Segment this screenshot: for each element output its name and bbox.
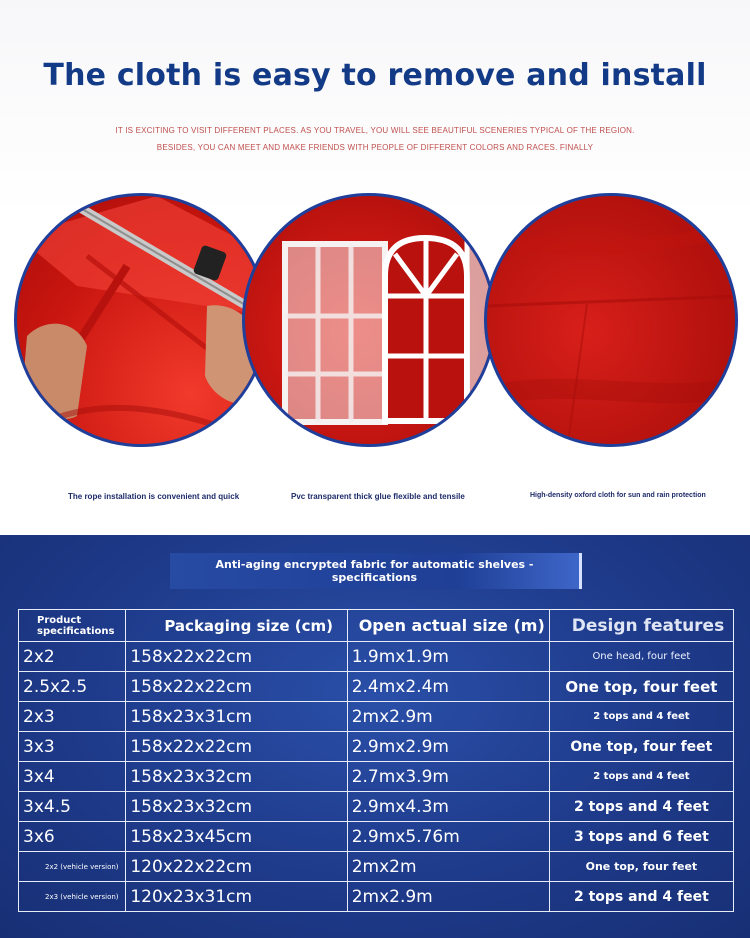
cell-size: 3x6 — [19, 822, 126, 852]
cell-open-size: 2mx2.9m — [347, 882, 549, 912]
table-row — [19, 852, 734, 882]
cell-packaging: 120x23x31cm — [126, 882, 347, 912]
spec-title-bar — [170, 553, 582, 589]
specifications-section — [0, 535, 750, 938]
pvc-window-illustration — [245, 196, 496, 447]
cell-size: 3x4.5 — [19, 792, 126, 822]
spec-title-line-2: specifications — [331, 571, 418, 584]
table-row — [19, 672, 734, 702]
headline: The cloth is easy to remove and install — [43, 58, 707, 93]
pvc-window-photo — [242, 193, 496, 447]
table-row — [19, 822, 734, 852]
cell-size: 2x2 — [19, 642, 126, 672]
cell-design: 2 tops and 4 feet — [549, 762, 733, 792]
spec-table — [18, 609, 734, 912]
cell-size: 2x3 — [19, 702, 126, 732]
header-product-line-2: specifications — [37, 625, 115, 637]
header-packaging: Packaging size (cm) — [126, 610, 347, 642]
caption-oxford: High-density oxford cloth for sun and rain protection — [530, 492, 706, 499]
cell-open-size: 1.9mx1.9m — [347, 642, 549, 672]
rope-installation-illustration — [17, 196, 268, 447]
cell-size: 2x2 (vehicle version) — [19, 852, 126, 882]
cell-design: One top, four feet — [549, 732, 733, 762]
caption-rope: The rope installation is convenient and quick — [68, 492, 240, 501]
intro-line-1: IT IS EXCITING TO VISIT DIFFERENT PLACES. AS YOU TRAVEL, YOU WILL SEE BEAUTIFUL SCENERIES TYPICAL OF THE REGION. — [115, 126, 635, 135]
cell-design: 3 tops and 6 feet — [549, 822, 733, 852]
table-row — [19, 732, 734, 762]
cell-packaging: 120x22x22cm — [126, 852, 347, 882]
intro-line-2: BESIDES, YOU CAN MEET AND MAKE FRIENDS WITH PEOPLE OF DIFFERENT COLORS AND RACES. FINALLY — [156, 143, 594, 152]
table-row — [19, 792, 734, 822]
table-row — [19, 642, 734, 672]
intro-text — [70, 122, 680, 156]
header-design: Design features — [549, 610, 733, 642]
cell-size: 3x3 — [19, 732, 126, 762]
cell-open-size: 2.9mx2.9m — [347, 732, 549, 762]
header-open-size: Open actual size (m) — [347, 610, 549, 642]
header-product-line-1: Product — [37, 614, 82, 626]
table-row — [19, 762, 734, 792]
cell-open-size: 2mx2m — [347, 852, 549, 882]
spec-title-line-1: Anti-aging encrypted fabric for automatic shelves - — [215, 558, 534, 571]
cell-packaging: 158x23x31cm — [126, 702, 347, 732]
rope-installation-photo — [14, 193, 268, 447]
cell-design: 2 tops and 4 feet — [549, 882, 733, 912]
cell-packaging: 158x22x22cm — [126, 642, 347, 672]
cell-design: 2 tops and 4 feet — [549, 792, 733, 822]
cell-open-size: 2.9mx5.76m — [347, 822, 549, 852]
table-row — [19, 702, 734, 732]
cell-design: 2 tops and 4 feet — [549, 702, 733, 732]
cell-size: 3x4 — [19, 762, 126, 792]
feature-captions — [0, 492, 750, 512]
cell-size: 2x3 (vehicle version) — [19, 882, 126, 912]
cell-packaging: 158x22x22cm — [126, 732, 347, 762]
oxford-cloth-photo — [484, 193, 738, 447]
caption-pvc: Pvc transparent thick glue flexible and tensile — [291, 492, 465, 501]
cell-packaging: 158x23x45cm — [126, 822, 347, 852]
cell-packaging: 158x22x22cm — [126, 672, 347, 702]
cell-design: One head, four feet — [549, 642, 733, 672]
cell-packaging: 158x23x32cm — [126, 762, 347, 792]
cell-packaging: 158x23x32cm — [126, 792, 347, 822]
header-product-spec — [19, 610, 126, 642]
cell-design: One top, four feet — [549, 852, 733, 882]
cell-open-size: 2.9mx4.3m — [347, 792, 549, 822]
table-row — [19, 882, 734, 912]
cell-open-size: 2.4mx2.4m — [347, 672, 549, 702]
spec-header-row — [19, 610, 734, 642]
spec-title — [170, 558, 579, 584]
cell-size: 2.5x2.5 — [19, 672, 126, 702]
cell-design: One top, four feet — [549, 672, 733, 702]
cell-open-size: 2mx2.9m — [347, 702, 549, 732]
cell-open-size: 2.7mx3.9m — [347, 762, 549, 792]
oxford-cloth-illustration — [487, 196, 738, 447]
